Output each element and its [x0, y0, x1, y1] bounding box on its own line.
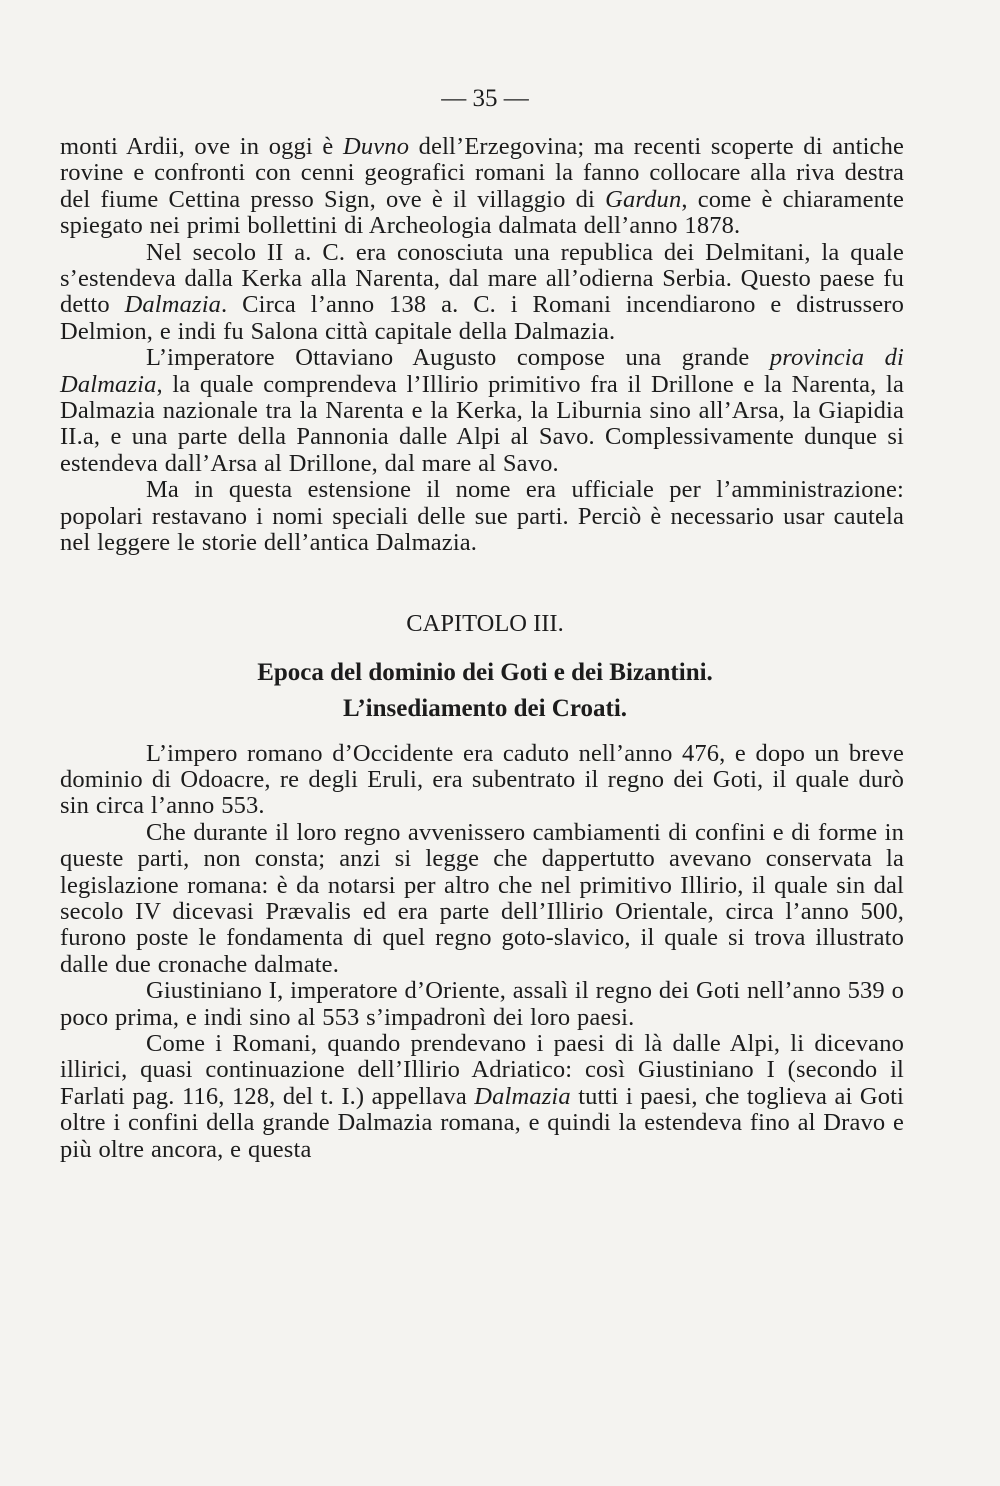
text-run: Che durante il loro regno avvenissero cambiamenti di confini e di forme in queste parti, non consta; anzi si legge che dappertutto avevano conservata la legislazione romana: è da notarsi per altro che nel primitivo Illirio, il quale sin dal secolo IV dicevasi Prævalis ed era parte dell’Illirio Orientale, circa l’anno 500, furono poste le fondamenta di quel regno goto-slavico, il quale si trova illustrato dalle due cronache dalmate.	[60, 818, 904, 978]
text-run: , la quale comprendeva l’Illirio primitivo fra il Drillone e la Narenta, la Dalmazia nazionale tra la Narenta e la Kerka, la Liburnia sino all’Arsa, la Giapidia II.a, e una parte della Pannonia dalle Alpi al Savo. Complessivamente dunque si estendeva dall’Arsa al Drillone, dal mare al Savo.	[60, 370, 904, 477]
italic-term: provincia di Dalmazia	[60, 344, 904, 398]
paragraph	[60, 741, 904, 820]
paragraph	[60, 345, 904, 477]
paragraph	[60, 240, 904, 346]
chapter-title: Epoca del dominio dei Goti e dei Bizantini.	[257, 658, 713, 686]
italic-term: Duvno	[343, 133, 410, 160]
paragraph	[60, 978, 904, 1031]
intro-text	[60, 134, 904, 557]
text-run: Nel secolo II a. C. era conosciuta una republica dei Delmitani, la quale s’estendeva dalla Kerka alla Narenta, dal mare all’odierna Serbia. Questo paese fu detto	[60, 238, 904, 319]
text-run: tutti i paesi, che toglieva ai Goti oltre i confini della grande Dalmazia romana, e quindi la estendeva fino al Dravo e più oltre ancora, e questa	[60, 1082, 905, 1163]
text-run: dell’Erzegovina; ma recenti scoperte di antiche rovine e confronti con cenni geografici romani la fanno collocare alla riva destra del fiume Cettina presso Sign, ove è il villaggio di	[60, 133, 905, 213]
paragraph	[60, 820, 904, 978]
text-run: Giustiniano I, imperatore d’Oriente, assalì il regno dei Goti nell’anno 539 o poco prima, e indi sino al 553 s’impadronì dei loro paesi.	[60, 977, 904, 1031]
paragraph	[60, 1031, 904, 1163]
text-run: monti Ardii, ove in oggi è	[60, 133, 344, 160]
text-run: , come è chiaramente spiegato nei primi bollettini di Archeologia dalmata dell’anno 1878.	[60, 185, 904, 240]
italic-term: Gardun	[605, 185, 682, 213]
chapter-subtitle: L’insediamento dei Croati.	[342, 694, 628, 722]
italic-term: Dalmazia	[474, 1082, 571, 1110]
text-run: L’impero romano d’Occidente era caduto nell’anno 476, e dopo un breve dominio di Odoacre, re degli Eruli, era subentrato il regno dei Goti, il quale durò sin circa l’anno 553.	[60, 739, 904, 820]
text-run: . Circa l’anno 138 a. C. i Romani incendiarono e distrussero Delmion, e indi fu Salona città capitale della Dalmazia.	[60, 291, 904, 345]
chapter-label: CAPITOLO III.	[406, 609, 564, 637]
page-number: — 35 —	[441, 85, 529, 112]
paragraph	[60, 134, 904, 240]
chapter-body-text	[60, 741, 904, 1164]
paragraph	[60, 477, 904, 556]
text-run: Ma in questa estensione il nome era ufficiale per l’amministrazione: popolari restavano i nomi speciali delle sue parti. Perciò è necessario usar cautela nel leggere le storie dell’antica Dalmazia.	[60, 476, 904, 557]
italic-term: Dalmazia	[124, 291, 222, 319]
text-run: Come i Romani, quando prendevano i paesi di là dalle Alpi, li dicevano illirici, quasi continuazione dell’Illirio Adriatico: così Giustiniano I (secondo il Farlati pag. 116, 128, del t. I.) appellava	[60, 1029, 904, 1110]
book-page	[60, 82, 904, 1462]
text-run: L’imperatore Ottaviano Augusto compose una grande	[146, 344, 770, 372]
